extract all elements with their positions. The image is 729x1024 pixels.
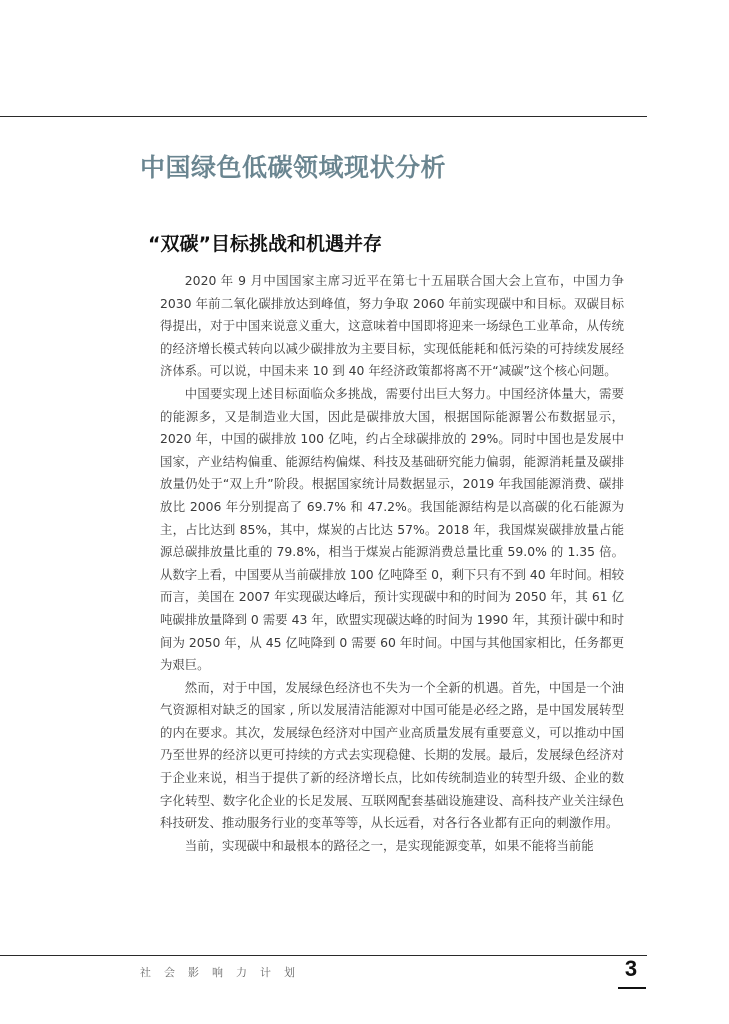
section-title: “双碳”目标挑战和机遇并存 (148, 233, 382, 255)
page-title: 中国绿色低碳领域现状分析 (140, 153, 447, 182)
article-body (160, 270, 624, 857)
page-number: 3 (624, 956, 638, 981)
paragraph-3: 然而，对于中国，发展绿色经济也不失为一个全新的机遇。首先，中国是一个油气资源相对缺乏的国家 , 所以发展清洁能源对中国可能是必经之路，是中国发展转型的内在要求。其次，发展绿色经济对中国产业高质量发展有重要意义，可以推动中国乃至世界的经济以更可持续的方式去实现稳健、长期的发展。最后，发展绿色经济对于企业来说，相当于提供了新的经济增长点，比如传统制造业的转型升级、企业的数字化转型、数字化企业的长足发展、互联网配套基础设施建设、高科技产业关注绿色科技研发、推动服务行业的变革等等，从长远看，对各行各业都有正向的刺激作用。 (160, 679, 624, 831)
paragraph-2: 中国要实现上述目标面临众多挑战，需要付出巨大努力。中国经济体量大，需要的能源多，又是制造业大国，因此是碳排放大国，根据国际能源署公布数据显示，2020 年，中国的碳排放 100 亿吨，约占全球碳排放的 29%。同时中国也是发展中国家，产业结构偏重、能源结构偏煤、科技及基础研究能力偏弱，能源消耗量及碳排放量仍处于“双上升”阶段。根据国家统计局数据显示，2019 年我国能源消费、碳排放比 2006 年分别提高了 69.7% 和 47.2%。我国能源结构是以高碳的化石能源为主，占比达到 85%，其中，煤炭的占比达 57%。2018 年，我国煤炭碳排放量占能源总碳排放量比重的 79.8%，相当于煤炭占能源消费总量比重 59.0% 的 1.35 倍。从数字上看，中国要从当前碳排放 100 亿吨降至 0，剩下只有不到 40 年时间。相较而言，美国在 2007 年实现碳达峰后，预计实现碳中和的时间为 2050 年，其 61 亿吨碳排放量降到 0 需要 43 年，欧盟实现碳达峰的时间为 1990 年，其预计碳中和时间为 2050 年，从 45 亿吨降到 0 需要 60 年时间。中国与其他国家相比，任务都更为艰巨。 (160, 385, 624, 673)
footer-label: 社会影响力计划 (140, 966, 308, 979)
page-number-underline (618, 987, 646, 989)
footer-divider (0, 955, 647, 956)
header-divider (0, 116, 647, 117)
paragraph-1: 2020 年 9 月中国国家主席习近平在第七十五届联合国大会上宣布，中国力争 2030 年前二氧化碳排放达到峰值，努力争取 2060 年前实现碳中和目标。双碳目标得提出，对于中国来说意义重大，这意味着中国即将迎来一场绿色工业革命，从传统的经济增长模式转向以减少碳排放为主要目标，实现低能耗和低污染的可持续发展经济体系。可以说，中国未来 10 到 40 年经济政策都将离不开“减碳”这个核心问题。 (160, 273, 624, 379)
paragraph-4: 当前，实现碳中和最根本的路径之一，是实现能源变革，如果不能将当前能 (184, 837, 594, 853)
